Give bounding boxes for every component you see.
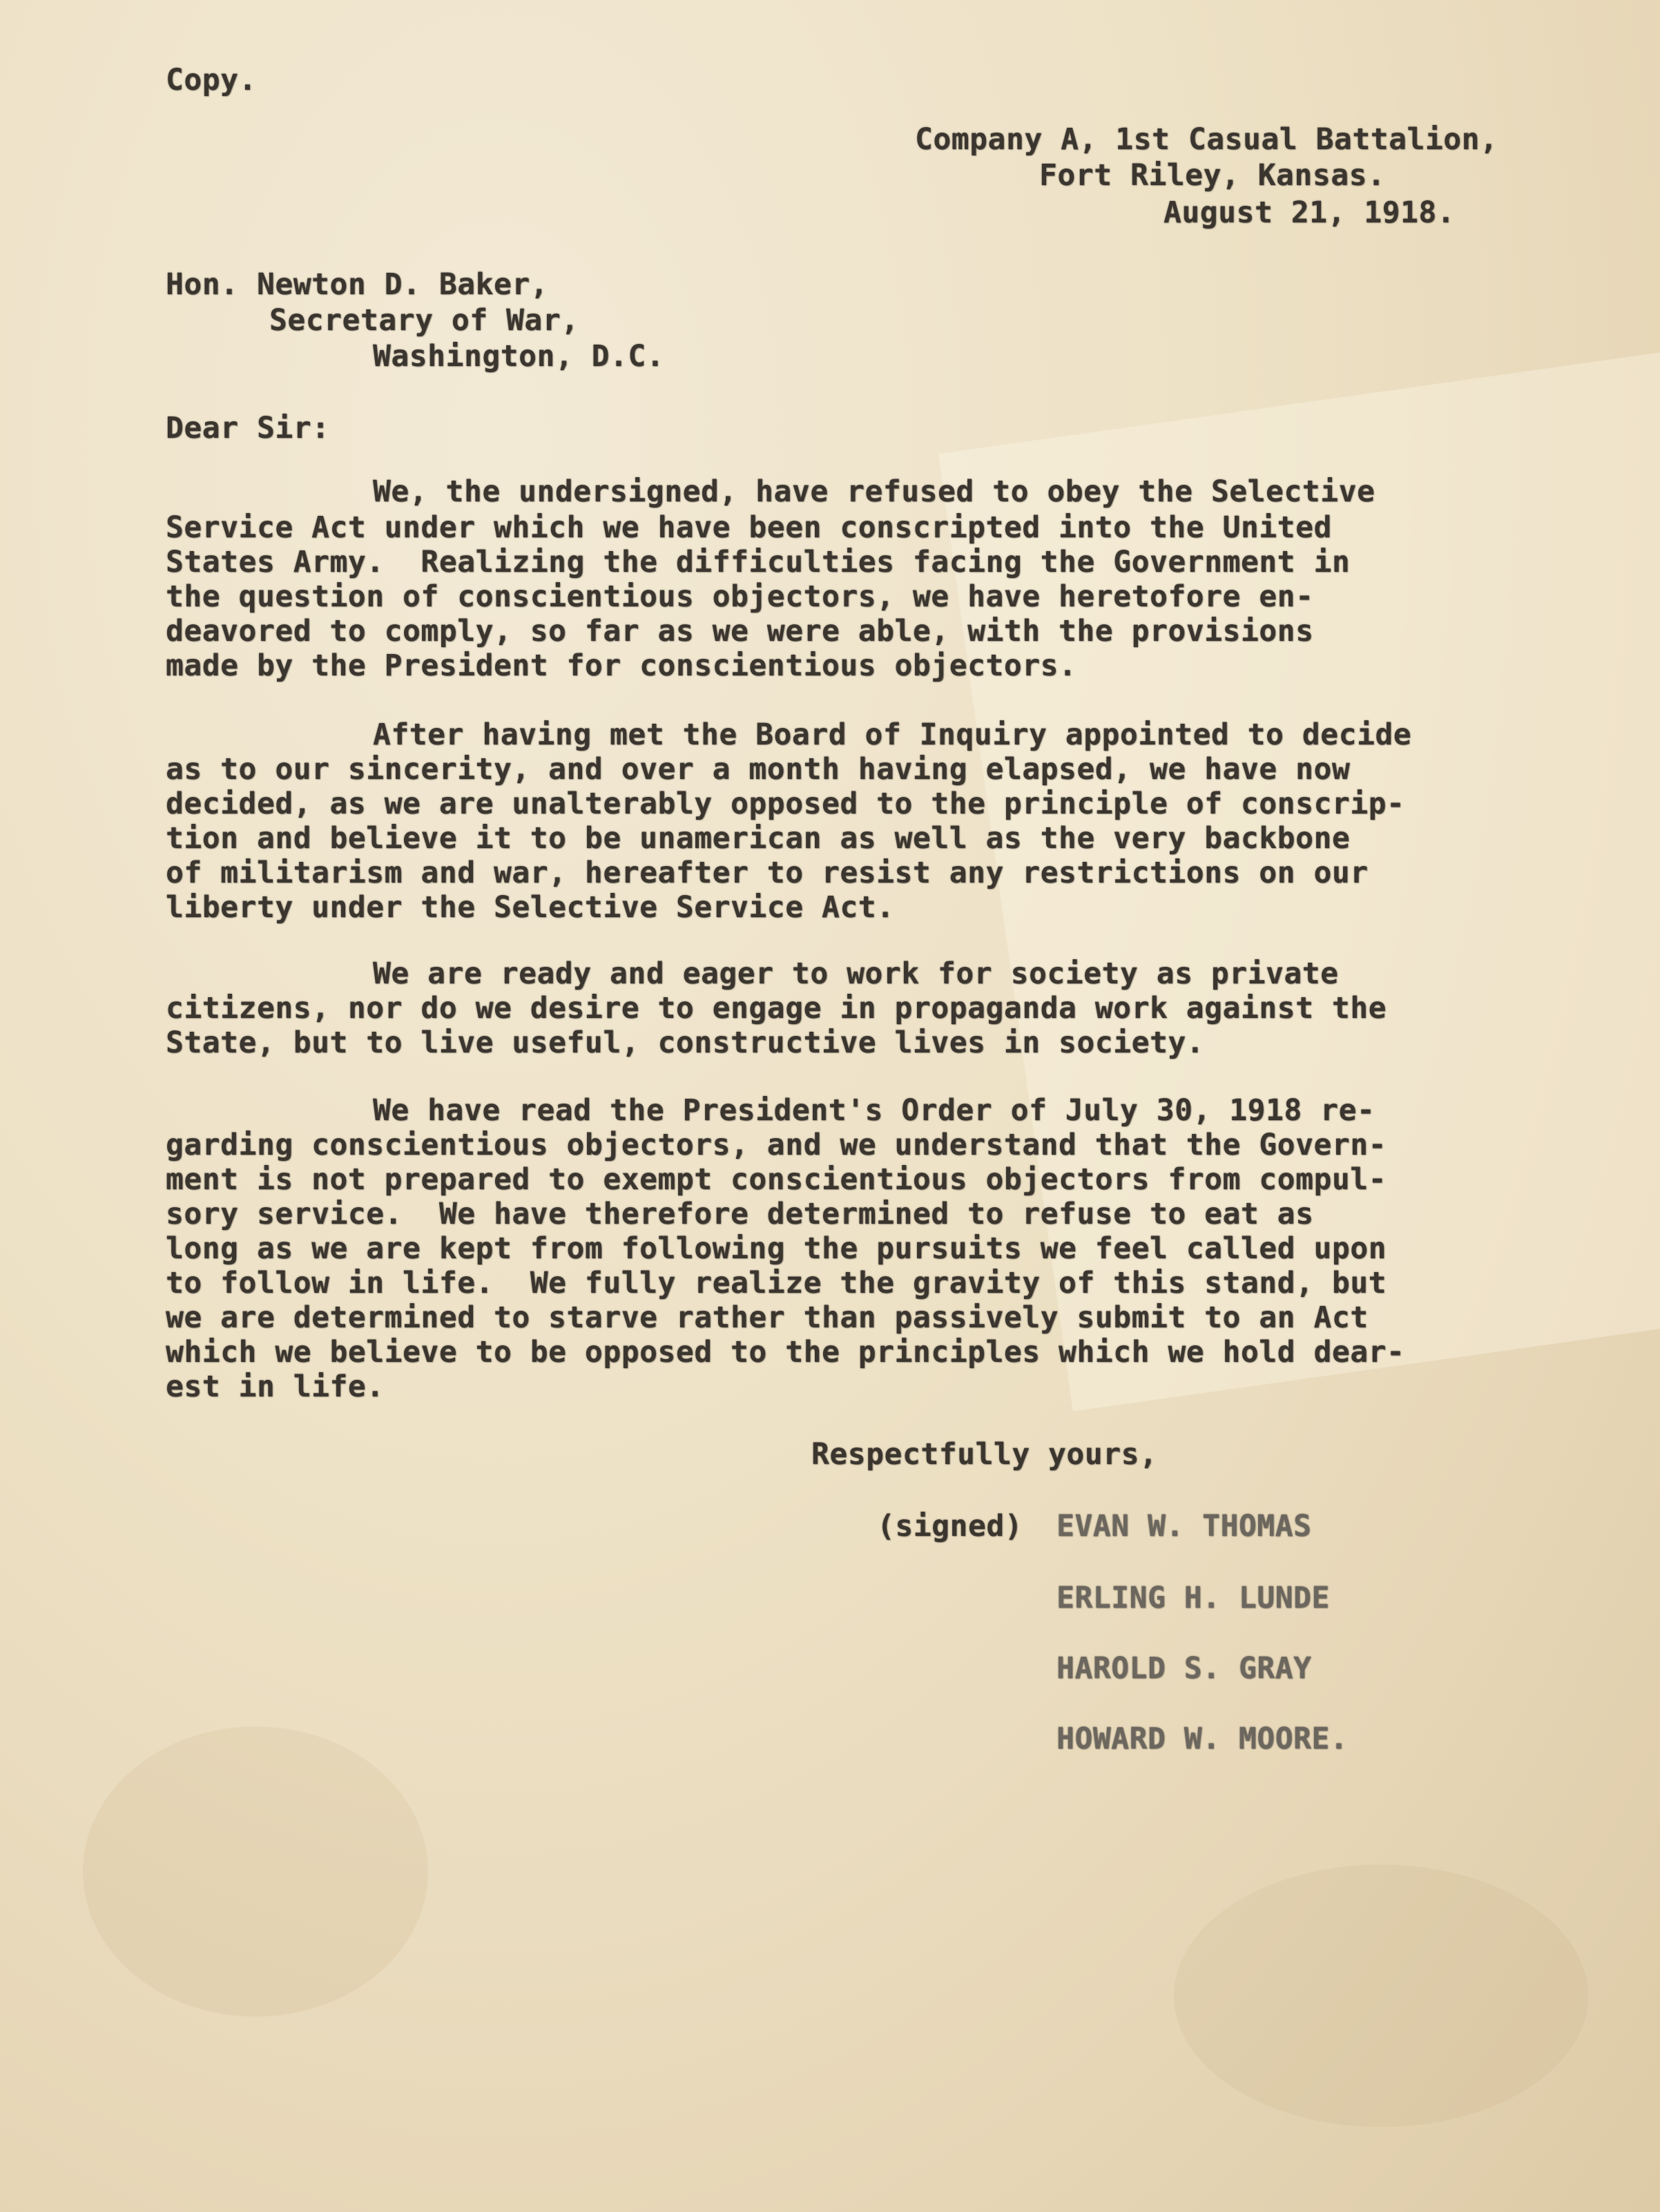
paragraph-1-line: States Army. Realizing the difficulties facing the Government in bbox=[166, 545, 1351, 579]
letter-date: August 21, 1918. bbox=[1164, 195, 1456, 230]
paragraph-4-line: long as we are kept from following the pursuits we feel called upon bbox=[166, 1231, 1387, 1266]
paragraph-4-line: we are determined to starve rather than passively submit to an Act bbox=[166, 1300, 1369, 1335]
salutation: Dear Sir: bbox=[166, 411, 330, 445]
paragraph-2-line: tion and believe it to be unamerican as well as the very backbone bbox=[166, 821, 1351, 856]
sender-line-1: Company A, 1st Casual Battalion, bbox=[915, 122, 1498, 157]
recipient-line-2: Secretary of War, bbox=[269, 303, 579, 338]
paragraph-1-line: Service Act under which we have been conscripted into the United bbox=[166, 510, 1332, 545]
paper-stain bbox=[1174, 1865, 1588, 2127]
signatory-name: EVAN W. THOMAS bbox=[1056, 1509, 1312, 1543]
paragraph-4-line: est in life. bbox=[166, 1369, 385, 1404]
copy-label: Copy. bbox=[166, 63, 257, 97]
signed-label: (signed) bbox=[877, 1509, 1023, 1543]
paragraph-1-line: made by the President for conscientious objectors. bbox=[166, 648, 1077, 683]
paragraph-2-line: as to our sincerity, and over a month having elapsed, we have now bbox=[166, 752, 1351, 787]
sender-line-2: Fort Riley, Kansas. bbox=[1039, 158, 1386, 193]
paragraph-2-line: After having met the Board of Inquiry appointed to decide bbox=[373, 718, 1412, 752]
paragraph-3-line: We are ready and eager to work for society as private bbox=[373, 956, 1339, 991]
paragraph-1-line: the question of conscientious objectors, we have heretofore en- bbox=[166, 579, 1314, 614]
paragraph-4-line: sory service. We have therefore determined to refuse to eat as bbox=[166, 1197, 1314, 1231]
paper-stain bbox=[83, 1727, 428, 2017]
paragraph-1-line: deavored to comply, so far as we were able, with the provisions bbox=[166, 614, 1314, 648]
paragraph-1-line: We, the undersigned, have refused to obey the Selective bbox=[373, 474, 1376, 509]
paragraph-4-line: ment is not prepared to exempt conscientious objectors from compul- bbox=[166, 1162, 1387, 1197]
paragraph-4-line: garding conscientious objectors, and we understand that the Govern- bbox=[166, 1128, 1387, 1162]
closing: Respectfully yours, bbox=[811, 1437, 1158, 1472]
paragraph-2-line: liberty under the Selective Service Act. bbox=[166, 890, 895, 925]
paragraph-4-line: We have read the President's Order of July 30, 1918 re- bbox=[373, 1093, 1376, 1128]
signatory-name: HAROLD S. GRAY bbox=[1056, 1651, 1312, 1686]
signatory-name: HOWARD W. MOORE. bbox=[1056, 1722, 1349, 1756]
recipient-line-3: Washington, D.C. bbox=[373, 339, 665, 374]
paragraph-2-line: of militarism and war, hereafter to resist any restrictions on our bbox=[166, 856, 1369, 890]
paragraph-3-line: citizens, nor do we desire to engage in propaganda work against the bbox=[166, 991, 1387, 1026]
paragraph-4-line: which we believe to be opposed to the principles which we hold dear- bbox=[166, 1335, 1405, 1369]
signatory-name: ERLING H. LUNDE bbox=[1056, 1581, 1330, 1615]
paragraph-3-line: State, but to live useful, constructive lives in society. bbox=[166, 1026, 1205, 1060]
paragraph-2-line: decided, as we are unalterably opposed to the principle of conscrip- bbox=[166, 787, 1405, 821]
recipient-line-1: Hon. Newton D. Baker, bbox=[166, 267, 549, 302]
paragraph-4-line: to follow in life. We fully realize the gravity of this stand, but bbox=[166, 1266, 1387, 1300]
